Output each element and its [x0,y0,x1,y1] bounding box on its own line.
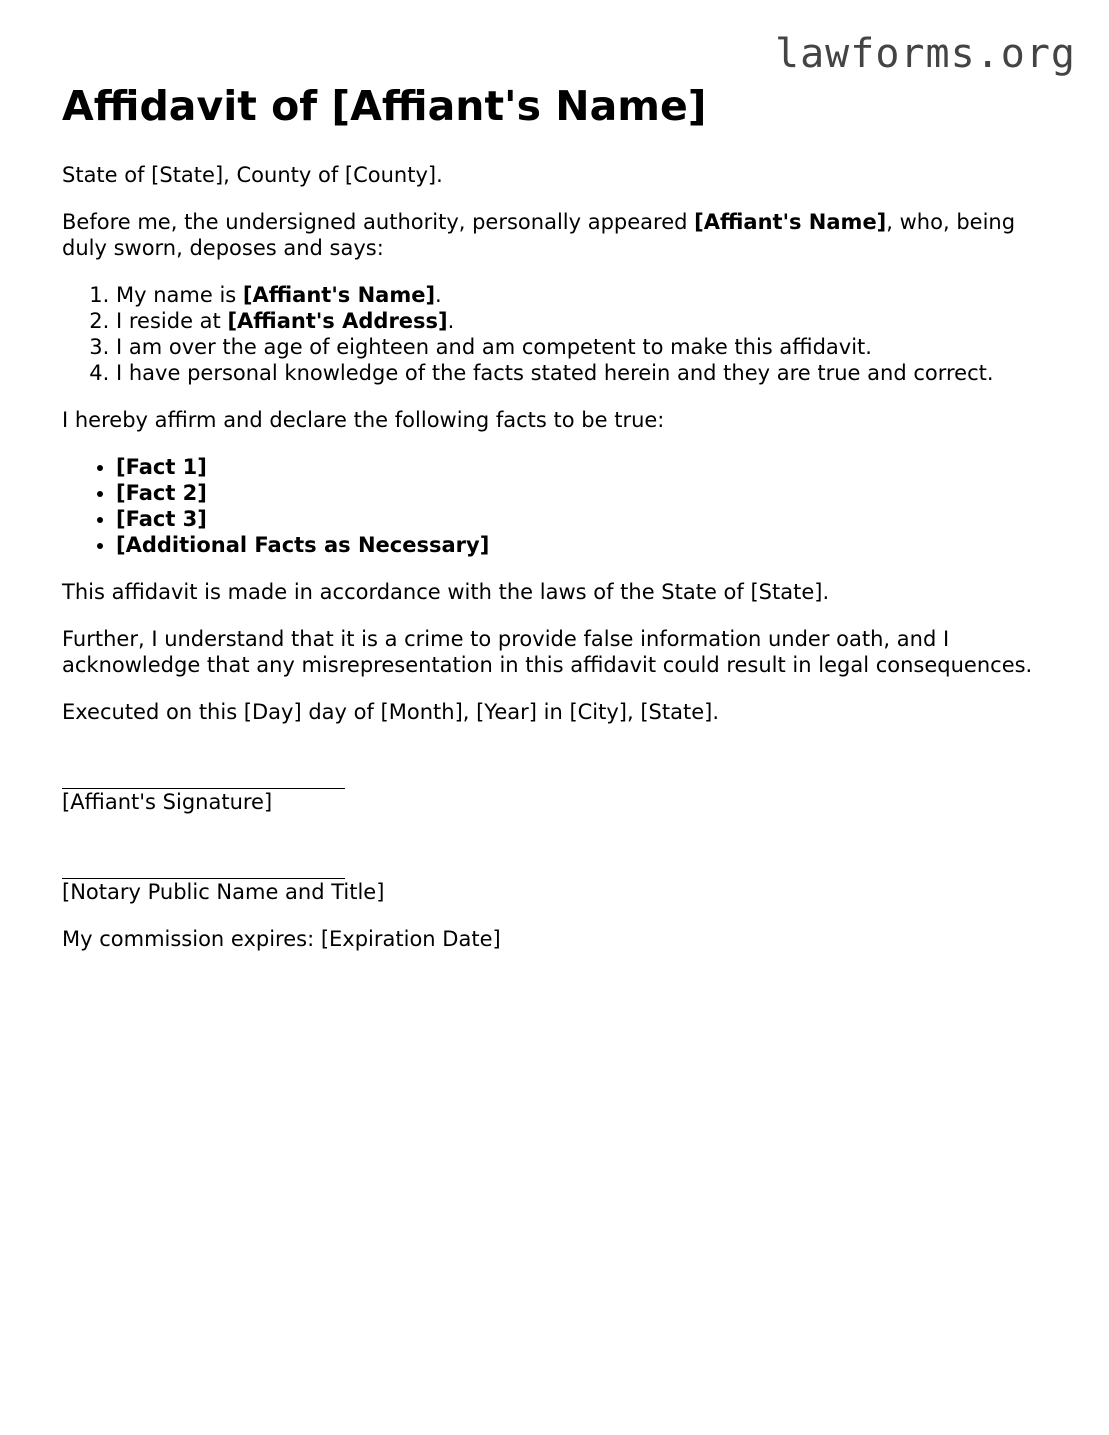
intro-after: , who, being duly sworn, deposes and says: [62,210,1016,260]
statement-text: My name is [116,283,243,307]
fact-text: [Additional Facts as Necessary] [116,533,490,557]
intro-paragraph [62,209,1052,261]
state-county-line: State of [State], County of [County]. [62,163,443,187]
statement-item: 4. I have personal knowledge of the facts stated herein and they are true and correct. [116,360,1052,386]
facts-list [62,454,1052,558]
watermark-logo: lawforms.org [775,31,1076,77]
affiant-signature-label: [Affiant's Signature] [62,790,273,814]
executed-paragraph: Executed on this [Day] day of [Month], [Year] in [City], [State]. [62,700,719,724]
statement-item: 3. I am over the age of eighteen and am competent to make this affidavit. [116,334,1052,360]
fact-item [116,454,1052,480]
statement-bold: [Affiant's Address] [227,309,448,333]
affiant-signature-block [62,746,1052,815]
commission-line: My commission expires: [Expiration Date] [62,927,501,951]
fact-text: [Fact 1] [116,455,207,479]
affiant-signature-line [62,767,345,789]
intro-affiant-name: [Affiant's Name] [694,210,887,234]
page-title: Affidavit of [Affiant's Name] [62,82,707,130]
statement-item [116,308,1052,334]
notary-name-label: [Notary Public Name and Title] [62,880,385,904]
fact-item [116,532,1052,558]
accordance-paragraph: This affidavit is made in accordance with the laws of the State of [State]. [62,580,830,604]
fact-item [116,480,1052,506]
fact-text: [Fact 3] [116,507,207,531]
document-page [62,80,1052,973]
further-paragraph: Further, I understand that it is a crime to provide false information under oath, and I acknowledge that any misrepresentation in this affidavit could result in legal consequences. [62,627,1033,677]
notary-signature-line [62,857,345,879]
statement-bold: [Affiant's Name] [242,283,436,307]
statement-text: . [447,309,455,333]
statement-text: I reside at [116,309,228,333]
affirm-paragraph: I hereby affirm and declare the following facts to be true: [62,408,665,432]
statement-item [116,282,1052,308]
fact-text: [Fact 2] [116,481,207,505]
numbered-statements [62,282,1052,386]
statement-text: . [435,283,442,307]
fact-item [116,506,1052,532]
notary-signature-block [62,836,1052,905]
intro-before: Before me, the undersigned authority, personally appeared [62,210,695,234]
